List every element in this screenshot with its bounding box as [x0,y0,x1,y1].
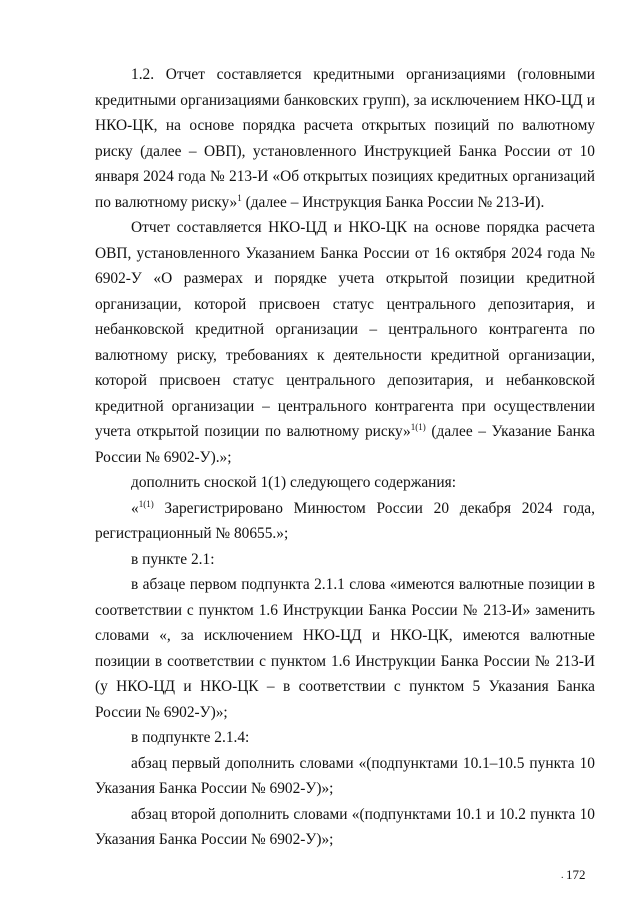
paragraph-2-tail: (далее – Указание Банка России № 6902-У).»; [95,423,595,466]
footnote-ref-1-1: 1(1) [410,422,426,432]
paragraph-3: дополнить сноской 1(1) следующего содержания: [131,474,456,491]
paragraph-4-text: Зарегистрировано Минюстом России 20 декабря 2024 года, регистрационный № 80655.»; [95,499,595,542]
paragraph-1 [95,62,595,215]
footnote-ref-1: 1 [237,192,242,203]
paragraph-8: абзац первый дополнить словами «(подпунктами 10.1–10.5 пункта 10 Указания Банка России № 6902-У)»; [95,754,595,797]
paragraph-1-text: 1.2. Отчет составляется кредитными организациями (головными кредитными организациями банковских групп), за исключением НКО-ЦД и НКО-ЦК, на основе порядка расчета открытых позиций по валютному риску (далее – ОВП), установленного Инструкцией Банка России от 10 января 2024 года № 213-И «Об открытых позициях кредитных организаций по валютному риску» [95,66,595,211]
paragraph-2-text: Отчет составляется НКО-ЦД и НКО-ЦК на основе порядка расчета ОВП, установленного Указанием Банка России от 16 октября 2024 года № 6902-У «О размерах и порядке учета открытой позиции кредитной организации, которой присвоен статус центрального депозитария, и небанковской кредитной организации – центрального контрагента по валютному риску, требованиях к деятельности кредитной организации, которой присвоен статус центрального депозитария, и небанковской кредитной организации – центрального контрагента при осуществлении учета открытой позиции по валютному риску» [95,219,595,440]
quote-open: « [131,499,139,517]
paragraph-2 [95,215,595,470]
document-body [95,62,595,853]
scan-mark: . [561,870,564,881]
paragraph-7: в подпункте 2.1.4: [131,729,250,746]
footnote-mark-1-1: 1(1) [138,498,154,509]
paragraph-9: абзац второй дополнить словами «(подпунктами 10.1 и 10.2 пункта 10 Указания Банка России № 6902-У)»; [95,805,595,848]
paragraph-4 [95,496,595,547]
page-number: 172 [566,867,586,882]
paragraph-6: в абзаце первом подпункта 2.1.1 слова «имеются валютные позиции в соответствии с пунктом 1.6 Инструкции Банка России № 213-И» заменить словами «, за исключением НКО-ЦД и НКО-ЦК, имеются валютные позиции в соответствии с пунктом 1.6 Инструкции Банка России № 213-И (у НКО-ЦД и НКО-ЦК – в соответствии с пунктом 5 Указания Банка России № 6902-У)»; [95,576,595,721]
paragraph-5: в пункте 2.1: [131,550,215,568]
paragraph-1-tail: (далее – Инструкция Банка России № 213-И). [241,193,545,211]
